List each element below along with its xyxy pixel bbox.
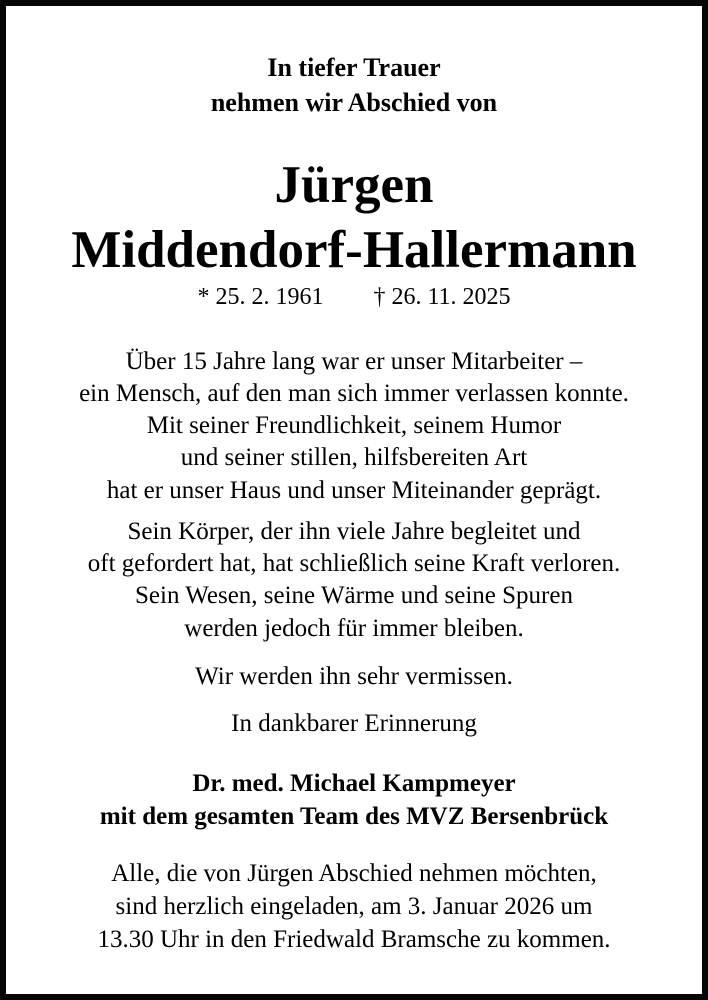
header-line-1: In tiefer Trauer: [267, 53, 441, 82]
deceased-last-name: Middendorf-Hallermann: [71, 221, 637, 279]
paragraph1-line: hat er unser Haus und unser Miteinander geprägt.: [106, 477, 602, 504]
life-dates: [6, 281, 702, 313]
paragraph1-line: und seiner stillen, hilfsbereiten Art: [180, 444, 528, 471]
closing-line: In dankbarer Erinnerung: [231, 710, 477, 737]
signer-line-1: Dr. med. Michael Kampmeyer: [192, 770, 516, 797]
paragraph2-line: Sein Körper, der ihn viele Jahre begleitet und: [127, 518, 581, 545]
death-cross-icon: †: [373, 284, 386, 310]
signer-line-2: mit dem gesamten Team des MVZ Bersenbrück: [99, 803, 609, 830]
invitation-line: 13.30 Uhr in den Friedwald Bramsche zu kommen.: [97, 926, 611, 953]
birth-date: 25. 2. 1961: [215, 284, 324, 310]
invitation-line: Alle, die von Jürgen Abschied nehmen möchten,: [111, 860, 597, 887]
deceased-first-name: Jürgen: [274, 156, 434, 214]
paragraph1-line: Über 15 Jahre lang war er unser Mitarbeiter –: [125, 348, 583, 375]
paragraph1-line: Mit seiner Freundlichkeit, seinem Humor: [146, 412, 562, 439]
paragraph2-line: oft gefordert hat, hat schließlich seine Kraft verloren.: [87, 550, 621, 577]
paragraph2-line: werden jedoch für immer bleiben.: [184, 615, 524, 642]
invitation-line: sind herzlich eingeladen, am 3. Januar 2026 um: [115, 893, 593, 920]
miss-line: Wir werden ihn sehr vermissen.: [195, 663, 513, 690]
paragraph1-line: ein Mensch, auf den man sich immer verlassen konnte.: [79, 380, 629, 407]
death-date: 26. 11. 2025: [391, 284, 511, 310]
paragraph2-line: Sein Wesen, seine Wärme und seine Spuren: [135, 582, 573, 609]
birth-star-icon: *: [197, 284, 210, 310]
header-line-2: nehmen wir Abschied von: [210, 88, 498, 117]
